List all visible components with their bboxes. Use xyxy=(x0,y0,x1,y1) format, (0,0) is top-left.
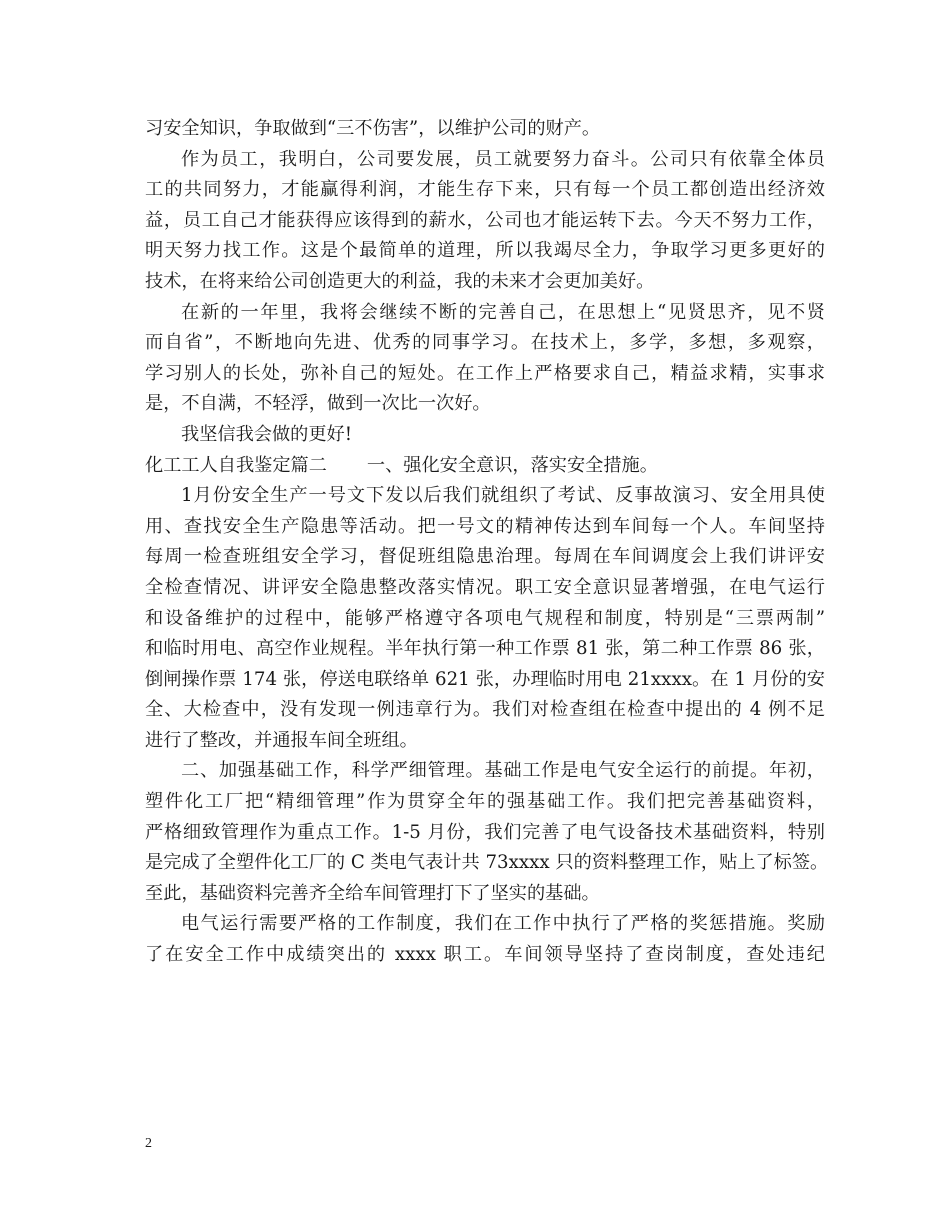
paragraph-line: 我坚信我会做的更好! xyxy=(181,423,352,445)
paragraph-line: 塑件化工厂把“精细管理”作为贯穿全年的强基础工作。我们把完善基础资料， xyxy=(145,791,825,813)
paragraph-line: 二、加强基础工作，科学严细管理。基础工作是电气安全运行的前提。年初， xyxy=(181,760,825,782)
section-title: 化工工人自我鉴定篇二 xyxy=(145,454,327,476)
document-body xyxy=(145,114,829,971)
paragraph-line: 明天努力找工作。这是个最简单的道理，所以我竭尽全力，争取学习更多更好的 xyxy=(145,240,825,262)
paragraph-line: 作为员工，我明白，公司要发展，员工就要努力奋斗。公司只有依靠全体员 xyxy=(181,148,825,170)
paragraph-line: 是完成了全塑件化工厂的 C 类电气表计共 73xxxx 只的资料整理工作，贴上了标签。 xyxy=(145,852,829,874)
paragraph-line: 用、查找安全生产隐患等活动。把一号文的精神传达到车间每一个人。车间坚持 xyxy=(145,515,825,537)
paragraph-line: 技术，在将来给公司创造更大的利益，我的未来才会更加美好。 xyxy=(145,270,655,292)
paragraph-line: 了在安全工作中成绩突出的 xxxx 职工。车间领导坚持了查岗制度，查处违纪 xyxy=(145,944,825,966)
paragraph-line: 而自省”，不断地向先进、优秀的同事学习。在技术上，多学，多想，多观察， xyxy=(145,332,825,354)
subsection-title: 一、强化安全意识，落实安全措施。 xyxy=(366,454,658,476)
paragraph-line: 工的共同努力，才能赢得利润，才能生存下来，只有每一个员工都创造出经济效 xyxy=(145,179,825,201)
paragraph-line: 全、大检查中，没有发现一例违章行为。我们对检查组在检查中提出的 4 例不足 xyxy=(145,699,825,721)
paragraph-line: 倒闸操作票 174 张，停送电联络单 621 张，办理临时用电 21xxxx。在 1 月份的安 xyxy=(145,668,825,690)
paragraph-line: 全检查情况、讲评安全隐患整改落实情况。职工安全意识显著增强，在电气运行 xyxy=(145,576,825,598)
paragraph-line: 进行了整改，并通报车间全班组。 xyxy=(145,729,418,751)
paragraph-line: 电气运行需要严格的工作制度，我们在工作中执行了严格的奖惩措施。奖励 xyxy=(181,913,825,935)
paragraph-line: 在新的一年里，我将会继续不断的完善自己，在思想上“见贤思齐，见不贤 xyxy=(181,301,825,323)
paragraph-line: 和设备维护的过程中，能够严格遵守各项电气规程和制度，特别是“三票两制” xyxy=(145,607,825,629)
paragraph-line: 学习别人的长处，弥补自己的短处。在工作上严格要求自己，精益求精，实事求 xyxy=(145,362,825,384)
paragraph-line: 每周一检查班组安全学习，督促班组隐患治理。每周在车间调度会上我们讲评安 xyxy=(145,546,825,568)
section-heading xyxy=(145,451,825,482)
paragraph-line: 至此，基础资料完善齐全给车间管理打下了坚实的基础。 xyxy=(145,882,600,904)
paragraph-line: 益，员工自己才能获得应该得到的薪水，公司也才能运转下去。今天不努力工作， xyxy=(145,209,825,231)
paragraph-line: 和临时用电、高空作业规程。半年执行第一种工作票 81 张，第二种工作票 86 张， xyxy=(145,638,825,660)
paragraph-line: 习安全知识，争取做到“三不伤害”，以维护公司的财产。 xyxy=(145,118,601,139)
paragraph-line: 是，不自满，不轻浮，做到一次比一次好。 xyxy=(145,393,491,415)
page-number: 2 xyxy=(145,1136,152,1151)
paragraph-line: 1月份安全生产一号文下发以后我们就组织了考试、反事故演习、安全用具使 xyxy=(181,485,825,507)
paragraph-line: 严格细致管理作为重点工作。1-5 月份，我们完善了电气设备技术基础资料，特别 xyxy=(145,821,825,843)
